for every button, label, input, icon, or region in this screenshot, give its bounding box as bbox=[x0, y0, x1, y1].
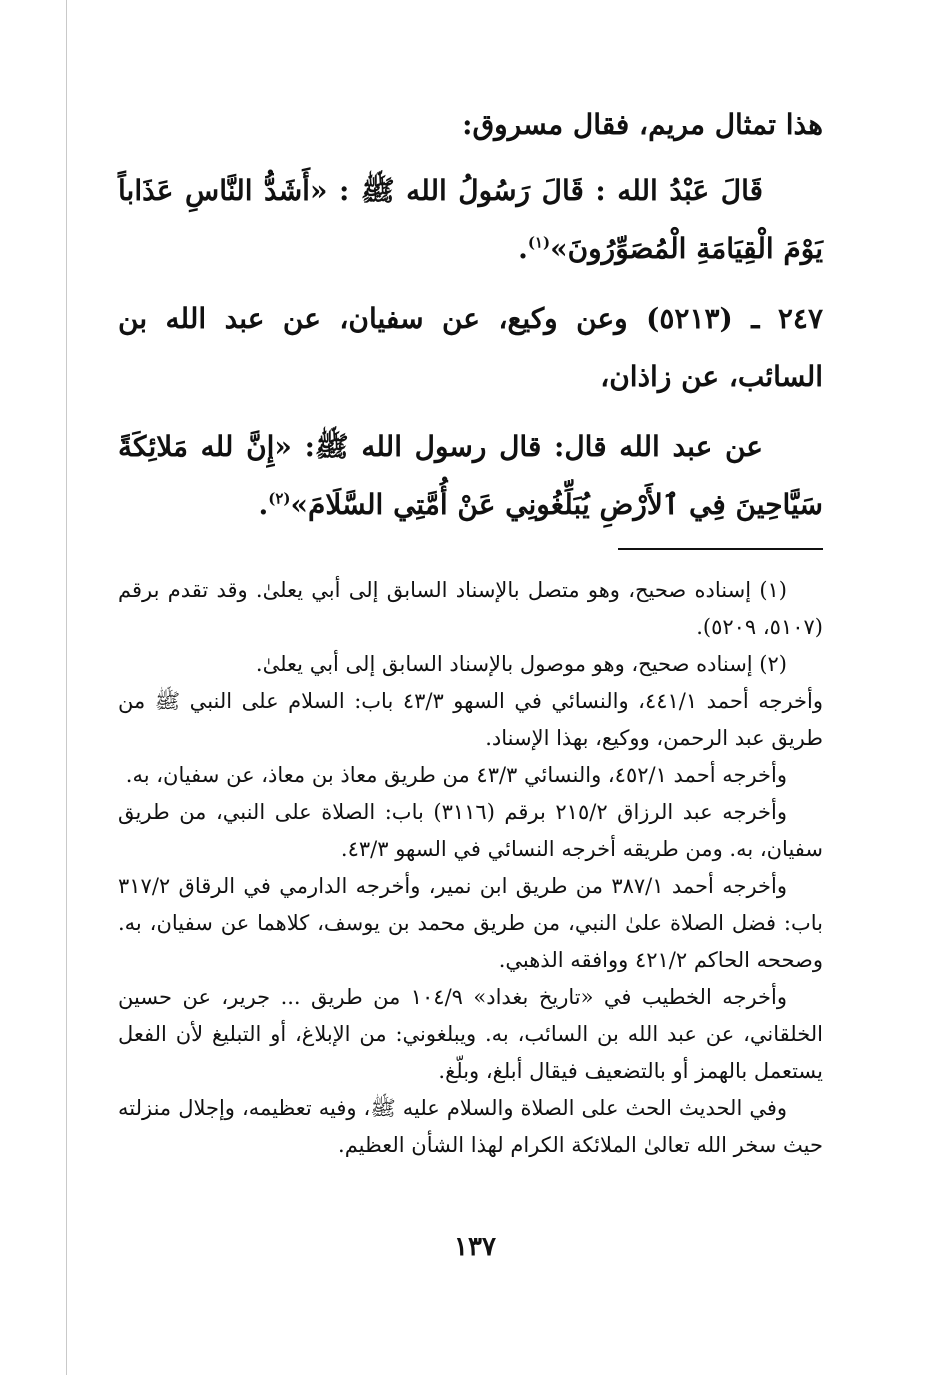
footnote-2-para-1 bbox=[118, 683, 823, 757]
hadith-247-paragraph bbox=[118, 418, 823, 534]
footnotes bbox=[118, 572, 823, 1164]
footnote-2 bbox=[118, 646, 823, 683]
footnote-2-para-1-text: وأخرجه أحمد ٤٤١/١، والنسائي في السهو ٤٣/٣ باب: السلام على النبي ﷺ من طريق عبد الرحمن، ووكيع، بهذا الإسناد. bbox=[118, 689, 823, 750]
scan-edge-line bbox=[66, 0, 67, 1375]
footnote-2-text: (٢) إسناده صحيح، وهو موصول بالإسناد السابق إلى أبي يعلىٰ. bbox=[255, 652, 787, 676]
footnote-2-para-6-text: وفي الحديث الحث على الصلاة والسلام عليه ﷺ، وفيه تعظيمه، وإجلال منزلته حيث سخر الله تعالىٰ الملائكة الكرام لهذا الشأن العظيم. bbox=[118, 1096, 823, 1157]
footnote-separator bbox=[618, 548, 823, 550]
page-content bbox=[118, 96, 823, 1164]
footnote-2-para-5-text: وأخرجه الخطيب في «تاريخ بغداد» ١٠٤/٩ من طريق ... جرير، عن حسين الخلقاني، عن عبد الله بن السائب، به. ويبلغوني: من الإبلاغ، أو التبليغ لأن الفعل يستعمل بالهمز أو بالتضعيف فيقال أبلغ، وبلّغ. bbox=[118, 985, 823, 1083]
footnote-2-para-4-text: وأخرجه أحمد ٣٨٧/١ من طريق ابن نمير، وأخرجه الدارمي في الرقاق ٣١٧/٢ باب: فضل الصلاة علىٰ النبي، من طريق محمد بن يوسف، كلاهما عن سفيان، به. وصححه الحاكم ٤٢١/٢ ووافقه الذهبي. bbox=[118, 874, 823, 972]
hadith-1-text: قَالَ عَبْدُ الله : قَالَ رَسُولُ الله ﷺ : «أَشَدُّ النَّاسِ عَذَاباً يَوْمَ الْقِيَامَةِ الْمُصَوِّرُونَ» bbox=[118, 174, 823, 265]
footnote-ref-2[interactable]: (٢) bbox=[268, 489, 291, 508]
footnote-1 bbox=[118, 572, 823, 646]
footnote-2-para-2 bbox=[118, 757, 823, 794]
hadith-247-end: . bbox=[258, 488, 269, 521]
footnote-2-para-6 bbox=[118, 1090, 823, 1164]
hadith-1-end: . bbox=[518, 232, 528, 265]
hadith-247-chain: ٢٤٧ ـ (٥٢١٣) وعن وكيع، عن سفيان، عن عبد الله بن السائب، عن زاذان، bbox=[118, 302, 823, 393]
footnote-1-text: (١) إسناده صحيح، وهو متصل بالإسناد السابق إلى أبي يعلىٰ. وقد تقدم برقم (٥١٠٧، ٥٢٠٩). bbox=[118, 578, 823, 639]
hadith-247-text: عن عبد الله قال: قال رسول الله ﷺ: «إِنَّ لله مَلائِكَةً سَيَّاحِينَ فِي ٱلأَرْضِ يُبَلِّغُونِي عَنْ أُمَّتِي السَّلَامَ» bbox=[118, 430, 823, 521]
page-number: ١٣٧ bbox=[454, 1232, 496, 1262]
footnote-2-para-4 bbox=[118, 868, 823, 979]
footnote-2-para-3-text: وأخرجه عبد الرزاق ٢١٥/٢ برقم (٣١١٦) باب: الصلاة على النبي، من طريق سفيان، به. ومن طريقه أخرجه النسائي في السهو ٤٣/٣. bbox=[118, 800, 823, 861]
footnote-2-para-5 bbox=[118, 979, 823, 1090]
footnote-ref-1[interactable]: (١) bbox=[527, 233, 551, 252]
footnote-2-para-3 bbox=[118, 794, 823, 868]
intro-line: هذا تمثال مريم، فقال مسروق: bbox=[462, 108, 823, 141]
hadith-1-paragraph bbox=[118, 162, 823, 278]
footnote-2-para-2-text: وأخرجه أحمد ٤٥٢/١، والنسائي ٤٣/٣ من طريق معاذ بن معاذ، عن سفيان، به. bbox=[125, 763, 787, 787]
